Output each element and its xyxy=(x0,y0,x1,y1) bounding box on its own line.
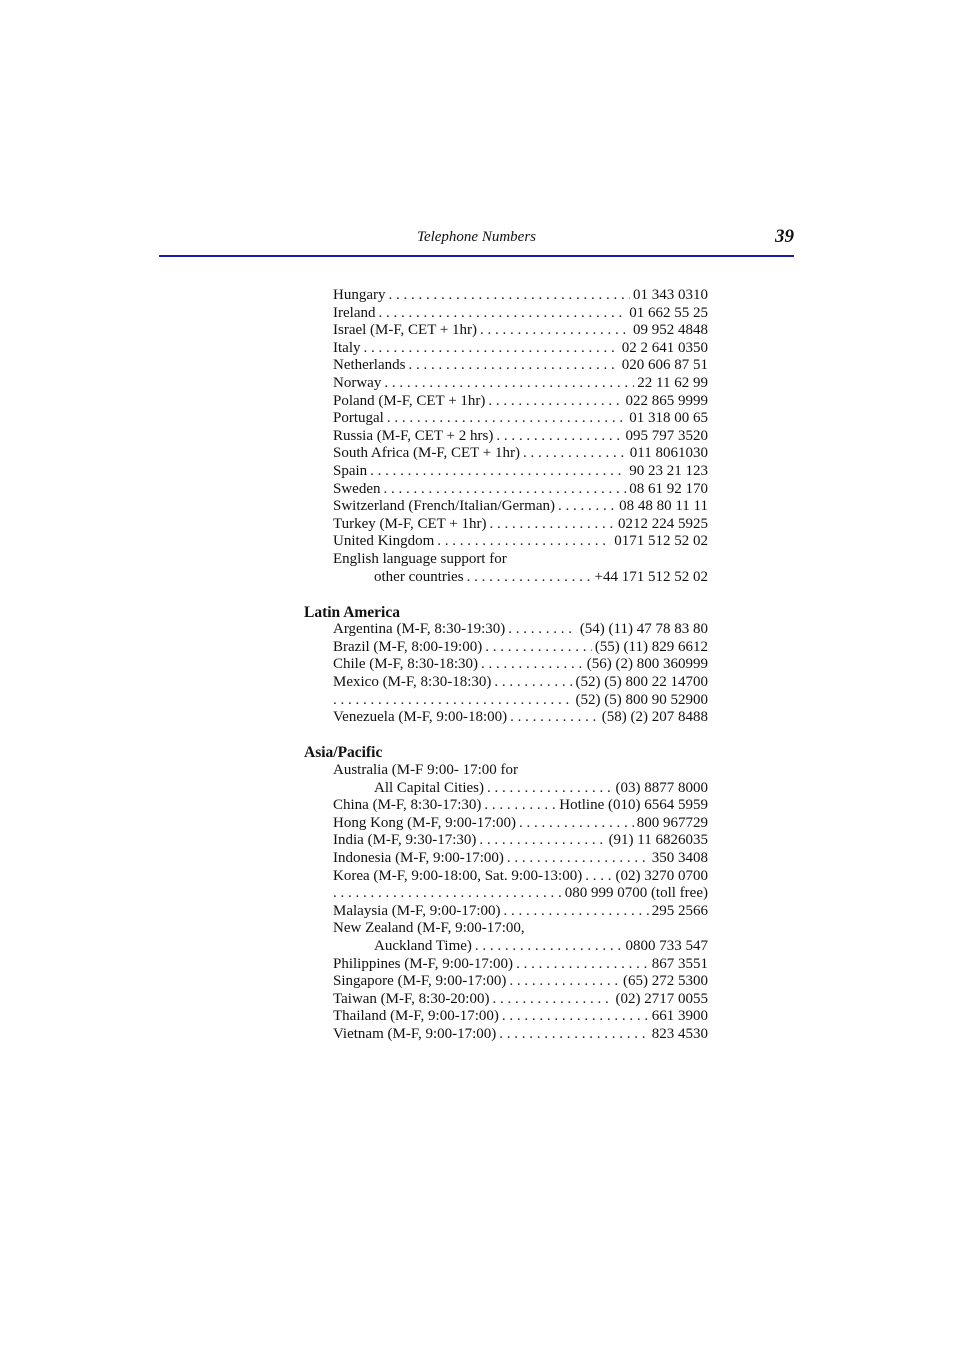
entry-label: South Africa (M-F, CET + 1hr) xyxy=(333,445,520,462)
entry-value: 350 3408 xyxy=(651,850,708,866)
entry-value: 90 23 21 123 xyxy=(629,462,708,479)
list-item xyxy=(304,463,708,481)
entry-value: 02 2 641 0350 xyxy=(621,339,708,356)
dot-leader xyxy=(384,375,634,393)
entry-value: +44 171 512 52 02 xyxy=(594,568,708,585)
asia-pacific-section xyxy=(304,744,708,1043)
section-gap xyxy=(304,586,708,604)
list-item xyxy=(304,868,708,886)
list-item xyxy=(304,956,708,974)
entry-label: Netherlands xyxy=(333,357,406,374)
list-item xyxy=(304,1026,708,1044)
dot-leader xyxy=(502,1008,649,1026)
latin-america-section xyxy=(304,604,708,727)
list-item xyxy=(304,1008,708,1026)
list-item xyxy=(304,991,708,1009)
list-item xyxy=(304,410,708,428)
entry-label: Chile (M-F, 8:30-18:30) xyxy=(333,656,479,673)
dot-leader xyxy=(585,868,612,886)
entry-label: Hong Kong (M-F, 9:00-17:00) xyxy=(333,814,516,831)
new-zealand-entry xyxy=(304,938,708,956)
list-item xyxy=(304,357,708,375)
entry-label: Italy xyxy=(333,339,361,356)
list-item xyxy=(304,832,708,850)
latin-america-entries xyxy=(304,621,708,727)
list-item xyxy=(304,815,708,833)
dot-leader xyxy=(519,815,634,833)
entry-value: 01 662 55 25 xyxy=(629,304,708,321)
entry-value: 823 4530 xyxy=(651,1025,708,1042)
dot-leader xyxy=(488,393,622,411)
dot-leader xyxy=(485,639,592,657)
entry-value: (03) 8877 8000 xyxy=(615,779,708,796)
entry-value: 020 606 87 51 xyxy=(621,357,708,374)
dot-leader xyxy=(487,780,613,798)
entry-label: Poland (M-F, CET + 1hr) xyxy=(333,392,486,409)
dot-leader xyxy=(558,498,616,516)
telephone-directory xyxy=(304,287,708,1044)
dot-leader xyxy=(516,956,649,974)
dot-leader xyxy=(389,287,631,305)
australia-line: Australia (M-F 9:00- 17:00 for xyxy=(333,762,518,779)
europe-list xyxy=(304,287,708,586)
list-item xyxy=(304,709,708,727)
entry-label: Singapore (M-F, 9:00-17:00) xyxy=(333,973,507,990)
dot-leader xyxy=(510,709,599,727)
entry-label: Malaysia (M-F, 9:00-17:00) xyxy=(333,902,501,919)
entry-label: Ireland xyxy=(333,304,376,321)
entry-label: All Capital Cities) xyxy=(374,779,484,796)
page-header xyxy=(159,226,794,256)
list-item xyxy=(304,533,708,551)
dot-leader xyxy=(507,850,649,868)
page-number: 39 xyxy=(775,226,794,247)
entry-label: Indonesia (M-F, 9:00-17:00) xyxy=(333,850,504,866)
entry-label: Switzerland (French/Italian/German) xyxy=(333,498,555,515)
entry-value: 095 797 3520 xyxy=(625,427,708,444)
entry-value: 22 11 62 99 xyxy=(637,374,708,391)
entry-label: Taiwan (M-F, 8:30-20:00) xyxy=(333,990,490,1007)
entry-value: (02) 2717 0055 xyxy=(615,990,708,1007)
list-item xyxy=(304,498,708,516)
list-item xyxy=(304,445,708,463)
asia-pacific-entries xyxy=(304,956,708,1044)
list-item xyxy=(304,674,708,692)
entry-value: 800 967729 xyxy=(636,814,708,831)
list-item xyxy=(304,428,708,446)
dot-leader xyxy=(384,481,627,499)
dot-leader xyxy=(370,463,626,481)
entry-value: 022 865 9999 xyxy=(625,392,708,409)
list-item xyxy=(304,340,708,358)
list-item xyxy=(304,322,708,340)
list-item xyxy=(304,516,708,534)
entry-label: Mexico (M-F, 8:30-18:30) xyxy=(333,674,492,691)
entry-value: (65) 272 5300 xyxy=(623,973,708,990)
entry-label: United Kingdom xyxy=(333,533,435,550)
entry-value: (54) (11) 47 78 83 80 xyxy=(579,621,708,638)
header-rule xyxy=(159,255,794,257)
dot-leader xyxy=(475,938,623,956)
dot-leader xyxy=(496,428,622,446)
dot-leader xyxy=(481,656,584,674)
entry-value: 0171 512 52 02 xyxy=(614,533,708,550)
entry-value: 08 61 92 170 xyxy=(629,480,708,497)
entry-value: 295 2566 xyxy=(651,902,708,919)
entry-value: (55) (11) 829 6612 xyxy=(594,638,708,655)
section-heading: Asia/Pacific xyxy=(304,744,383,762)
entry-label: Philippines (M-F, 9:00-17:00) xyxy=(333,955,514,972)
dot-leader xyxy=(378,305,626,323)
list-item xyxy=(304,885,708,903)
entry-label: Portugal xyxy=(333,410,384,427)
dot-leader xyxy=(333,885,562,903)
entry-label: Brazil (M-F, 8:00-19:00) xyxy=(333,638,483,655)
english-support-entry xyxy=(304,569,708,587)
entry-value: 0800 733 547 xyxy=(625,937,708,954)
dot-leader xyxy=(484,797,556,815)
dot-leader xyxy=(494,674,572,692)
english-support-line: English language support for xyxy=(333,550,507,567)
entry-value: 09 952 4848 xyxy=(633,322,708,339)
dot-leader xyxy=(523,445,627,463)
entry-value: 0212 224 5925 xyxy=(618,515,708,532)
list-item xyxy=(304,656,708,674)
dot-leader xyxy=(499,1026,648,1044)
new-zealand-line: New Zealand (M-F, 9:00-17:00, xyxy=(333,920,525,937)
entry-label: other countries xyxy=(374,568,464,585)
dot-leader xyxy=(408,357,618,375)
dot-leader xyxy=(509,973,620,991)
entry-label: Thailand (M-F, 9:00-17:00) xyxy=(333,1008,499,1025)
entry-label: Norway xyxy=(333,374,382,391)
entry-label: Israel (M-F, CET + 1hr) xyxy=(333,322,478,339)
europe-entries xyxy=(304,287,708,551)
entry-label: Hungary xyxy=(333,287,386,303)
list-item xyxy=(304,692,708,710)
entry-value: 01 318 00 65 xyxy=(629,410,708,427)
entry-value: (91) 11 6826035 xyxy=(608,832,708,849)
list-item xyxy=(304,797,708,815)
list-item xyxy=(304,973,708,991)
entry-label: Venezuela (M-F, 9:00-18:00) xyxy=(333,709,508,726)
entry-value: Hotline (010) 6564 5959 xyxy=(559,797,708,814)
dot-leader xyxy=(480,322,630,340)
list-item xyxy=(304,903,708,921)
australia-entry xyxy=(304,780,708,798)
entry-label: Turkey (M-F, CET + 1hr) xyxy=(333,515,487,532)
entry-value: (58) (2) 207 8488 xyxy=(601,709,708,726)
list-item xyxy=(304,850,708,868)
entry-value: (52) (5) 800 22 14700 xyxy=(575,674,708,691)
entry-value: 661 3900 xyxy=(651,1008,708,1025)
dot-leader xyxy=(387,410,626,428)
entry-label: Vietnam (M-F, 9:00-17:00) xyxy=(333,1025,497,1042)
dot-leader xyxy=(467,569,592,587)
list-item xyxy=(304,305,708,323)
entry-value: (56) (2) 800 360999 xyxy=(586,656,708,673)
dot-leader xyxy=(504,903,649,921)
section-heading: Latin America xyxy=(304,603,400,621)
entry-value: (52) (5) 800 90 52900 xyxy=(575,691,708,708)
entry-value: 080 999 0700 (toll free) xyxy=(564,885,708,902)
dot-leader xyxy=(490,516,615,534)
list-item xyxy=(304,481,708,499)
dot-leader xyxy=(364,340,619,358)
entry-label: Argentina (M-F, 8:30-19:30) xyxy=(333,621,506,638)
entry-label: China (M-F, 8:30-17:30) xyxy=(333,797,482,814)
asia-pacific-entries xyxy=(304,797,708,920)
dot-leader xyxy=(437,533,611,551)
entry-value: (02) 3270 0700 xyxy=(615,867,708,884)
entry-label: Korea (M-F, 9:00-18:00, Sat. 9:00-13:00) xyxy=(333,867,583,884)
entry-label: Russia (M-F, CET + 2 hrs) xyxy=(333,427,494,444)
entry-value: 011 8061030 xyxy=(629,445,708,462)
section-gap xyxy=(304,727,708,745)
list-item xyxy=(304,375,708,393)
list-item xyxy=(304,639,708,657)
dot-leader xyxy=(479,832,605,850)
entry-value: 867 3551 xyxy=(651,955,708,972)
dot-leader xyxy=(508,621,577,639)
list-item xyxy=(304,621,708,639)
entry-label: Auckland Time) xyxy=(374,937,472,954)
entry-label: Sweden xyxy=(333,480,381,497)
entry-label: Spain xyxy=(333,462,368,479)
entry-label: India (M-F, 9:30-17:30) xyxy=(333,832,477,849)
dot-leader xyxy=(492,991,612,1009)
running-header-title: Telephone Numbers xyxy=(416,229,537,245)
list-item xyxy=(304,287,708,305)
dot-leader xyxy=(333,692,573,710)
entry-value: 01 343 0310 xyxy=(633,287,708,303)
entry-value: 08 48 80 11 11 xyxy=(619,498,708,515)
list-item xyxy=(304,393,708,411)
